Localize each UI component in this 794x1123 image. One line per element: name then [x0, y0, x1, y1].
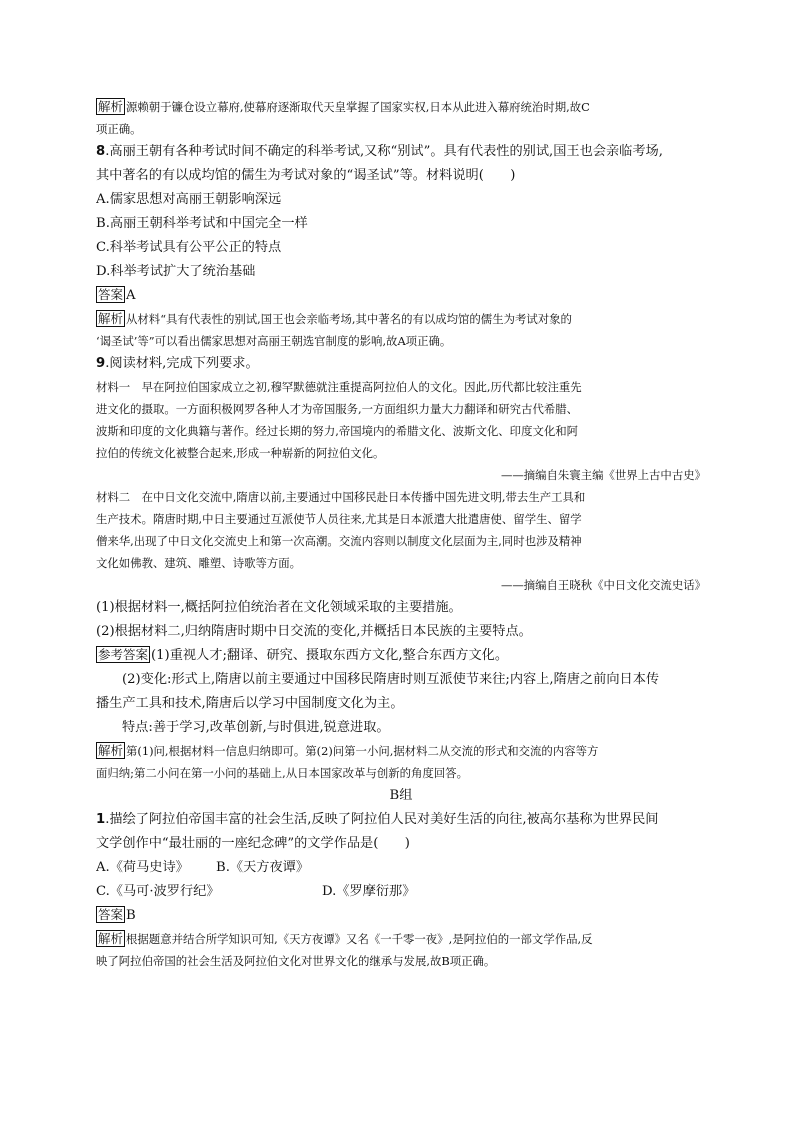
b-q1-number: 1 — [96, 812, 106, 827]
b-q1-stem-line1: 1.描绘了阿拉伯帝国丰富的社会生活,反映了阿拉伯人民对美好生活的向往,被高尔基称为世界民间 — [96, 812, 659, 827]
analysis-label: 解析 — [98, 743, 124, 758]
material-1-line: 波斯和印度的文化典籍与著作。经过长期的努力,帝国境内的希腊文化、波斯文化、印度文化和阿 — [96, 424, 579, 438]
document-page — [96, 96, 706, 972]
q8-option-a: A.儒家思想对高丽王朝影响深远 — [96, 192, 282, 207]
material-2-line: 文化如佛教、建筑、雕塑、诗歌等方面。 — [96, 556, 302, 570]
q9-analysis-line1: 解析 第(1)问,根据材料一信息归纳即可。第(2)问第一小问,据材料二从交流的形式和交流的内容等方 — [98, 743, 599, 758]
material-2-line: 材料二 在中日文化交流中,隋唐以前,主要通过中国移民赴日本传播中国先进文明,带去生产工具和 — [96, 490, 586, 504]
b-q1-option-b: B.《天方夜谭》 — [216, 860, 310, 875]
b-q1-options-row2 — [96, 880, 706, 904]
answer-label: 答案 — [98, 287, 124, 302]
q8-analysis-line1: 解析 从材料“具有代表性的别试,国王也会亲临考场,其中著名的有以成均馆的儒生为考试对象的 — [98, 311, 572, 326]
q8-answer: 答案 A — [98, 287, 136, 303]
q9-reference-answer-3: 特点:善于学习,改革创新,与时俱进,锐意进取。 — [122, 720, 390, 735]
q8-analysis-line2: ‘谒圣试’等”可以看出儒家思想对高丽王朝选官制度的影响,故A项正确。 — [96, 334, 452, 348]
b-q1-stem-line2: 文学创作中“最壮丽的一座纪念碑”的文学作品是( ) — [96, 836, 410, 851]
material-2-source: ——摘编自王晓秋《中日文化交流史话》 — [500, 578, 706, 592]
b-q1-answer: 答案 B — [98, 907, 136, 923]
material-1-source: ——摘编自朱寰主编《世界上古中古史》 — [500, 468, 706, 482]
b-q1-analysis-line1: 解析 根据题意并结合所学知识可知,《天方夜谭》又名《一千零一夜》,是阿拉伯的一部文学作品,反 — [98, 931, 593, 946]
analysis-label: 解析 — [98, 99, 124, 114]
material-2-line: 生产技术。隋唐时期,中日主要通过互派使节人员往来,尤其是日本派遣大批遣唐使、留学生、留学 — [96, 512, 582, 526]
analysis-label: 解析 — [98, 311, 124, 326]
q8-stem-line2: 其中著名的有以成均馆的儒生为考试对象的“谒圣试”等。材料说明( ) — [96, 168, 516, 183]
q9-reference-answer-1: 参考答案 (1)重视人才;翻译、研究、摄取东西方文化,整合东西方文化。 — [98, 647, 509, 663]
q8-stem-line1: 8.高丽王朝有各种考试时间不确定的科举考试,又称“别试”。具有代表性的别试,国王也会亲临考场, — [96, 144, 663, 159]
q9-stem: 9.阅读材料,完成下列要求。 — [96, 356, 259, 371]
q9-requirement-1: (1)根据材料一,概括阿拉伯统治者在文化领域采取的主要措施。 — [96, 600, 462, 615]
intro-analysis-line2: 项正确。 — [96, 122, 142, 136]
material-2-line: 僧来华,出现了中日文化交流史上和第一次高潮。交流内容则以制度文化层面为主,同时也涉及精神 — [96, 534, 582, 548]
q9-requirement-2: (2)根据材料二,归纳隋唐时期中日交流的变化,并概括日本民族的主要特点。 — [96, 624, 532, 639]
q8-option-b: B.高丽王朝科举考试和中国完全一样 — [96, 216, 308, 231]
material-1-line: 进文化的摄取。一方面积极网罗各种人才为帝国服务,一方面组织力量大力翻译和研究古代希腊、 — [96, 402, 579, 416]
q9-number: 9 — [96, 356, 106, 371]
answer-label: 答案 — [98, 907, 124, 922]
material-1-line: 拉伯的传统文化被整合起来,形成一种崭新的阿拉伯文化。 — [96, 446, 385, 460]
q8-option-c: C.科举考试具有公平公正的特点 — [96, 240, 282, 255]
b-q1-analysis-line2: 映了阿拉伯帝国的社会生活及阿拉伯文化对世界文化的继承与发展,故B项正确。 — [96, 954, 496, 968]
b-q1-option-d: D.《罗摩衍那》 — [322, 884, 416, 899]
q8-number: 8 — [96, 144, 106, 159]
intro-analysis-line1: 解析 源赖朝于镰仓设立幕府,使幕府逐渐取代天皇掌握了国家实权,日本从此进入幕府统治时期,故C — [98, 99, 590, 114]
b-q1-option-c: C.《马可·波罗行纪》 — [96, 884, 220, 899]
reference-answer-label: 参考答案 — [98, 647, 149, 662]
b-q1-option-a: A.《荷马史诗》 — [96, 860, 189, 875]
q8-option-d: D.科举考试扩大了统治基础 — [96, 264, 256, 279]
q9-analysis-line2: 面归纳;第二小问在第一小问的基础上,从日本国家改革与创新的角度回答。 — [96, 766, 468, 780]
analysis-label: 解析 — [98, 931, 124, 946]
q9-reference-answer-2a: (2)变化:形式上,隋唐以前主要通过中国移民隋唐时则互派使节来往;内容上,隋唐之前向日本传 — [122, 672, 660, 687]
material-1-line: 材料一 早在阿拉伯国家成立之初,穆罕默德就注重提高阿拉伯人的文化。因此,历代都比较注重先 — [96, 380, 582, 394]
group-b-title: B组 — [389, 788, 413, 803]
b-q1-options-row1 — [96, 856, 706, 880]
q9-reference-answer-2b: 播生产工具和技术,隋唐后以学习中国制度文化为主。 — [96, 696, 404, 711]
